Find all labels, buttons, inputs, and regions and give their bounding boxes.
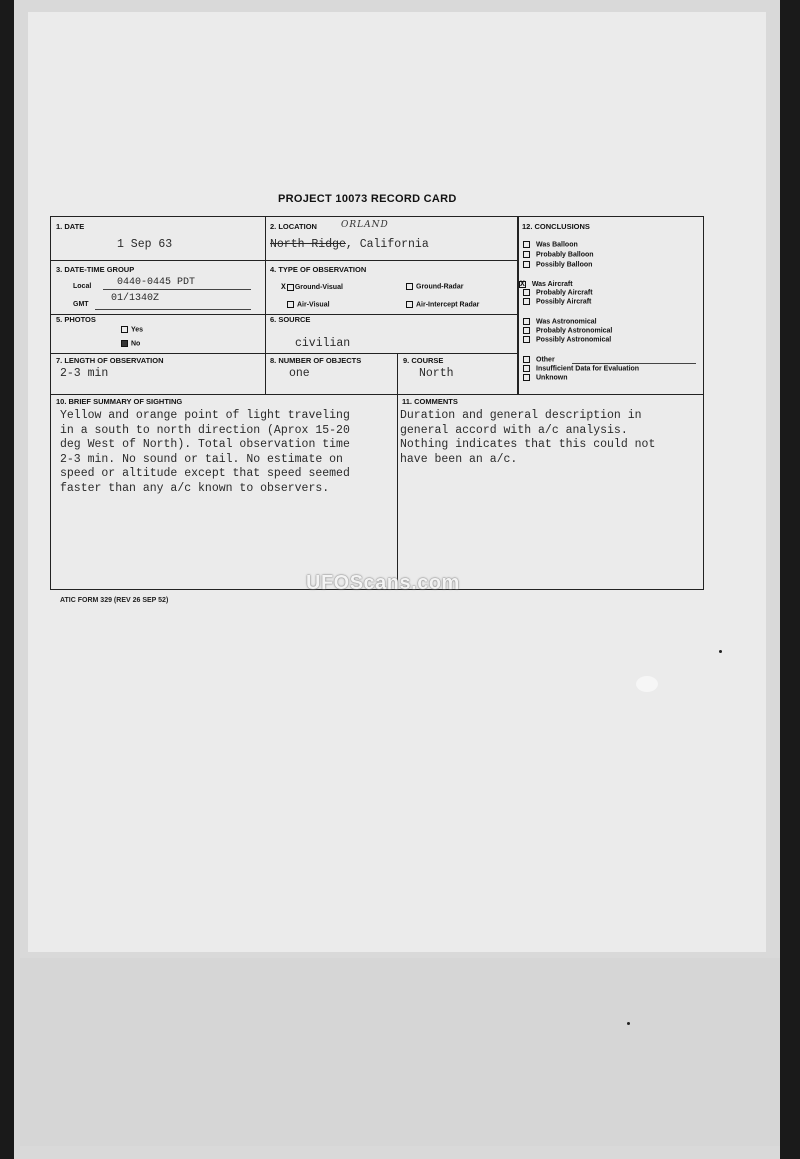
source-value: civilian <box>295 337 351 350</box>
location-struck-text: North Ridge <box>270 238 346 251</box>
divider-row4 <box>51 394 703 395</box>
divider-col1 <box>265 217 266 394</box>
comments-label: 11. COMMENTS <box>402 397 458 406</box>
summary-label: 10. BRIEF SUMMARY OF SIGHTING <box>56 397 183 406</box>
location-value <box>270 238 429 251</box>
date-time-group-label: 3. DATE-TIME GROUP <box>56 265 135 274</box>
conclusions-label: 12. CONCLUSIONS <box>522 222 590 231</box>
summary-line: faster than any a/c known to observers. <box>60 481 330 495</box>
number-of-objects-value: one <box>289 367 310 380</box>
divider-row1 <box>51 260 517 261</box>
divider-conclusions <box>517 217 519 395</box>
conclusion-was-aircraft: X Was Aircraft <box>520 280 573 289</box>
comments-line: Duration and general description in <box>400 409 642 422</box>
divider-col2 <box>397 353 398 589</box>
other-underline <box>572 363 696 364</box>
summary-text <box>60 409 350 497</box>
scan-speck <box>719 650 722 653</box>
source-label: 6. SOURCE <box>270 315 311 324</box>
photos-no-option: No <box>121 340 140 347</box>
local-label: Local <box>73 283 92 290</box>
lower-page-sheet <box>20 958 780 1146</box>
location-state: , California <box>345 238 429 251</box>
air-intercept-radar-option: Air-Intercept Radar <box>406 301 479 308</box>
conclusion-possibly-aircraft: Possibly Aircraft <box>523 298 591 305</box>
summary-line: in a south to north direction (Aprox 15-20 <box>60 423 350 437</box>
photos-yes-option: Yes <box>121 326 143 333</box>
local-underline <box>103 289 251 290</box>
conclusion-possibly-balloon: Possibly Balloon <box>523 261 592 268</box>
comments-text <box>400 409 655 467</box>
summary-line: deg West of North). Total observation time <box>60 438 350 452</box>
date-value: 1 Sep 63 <box>117 238 173 251</box>
scan-blot <box>636 676 658 692</box>
conclusion-probably-aircraft: Probably Aircraft <box>523 289 593 296</box>
photos-label: 5. PHOTOS <box>56 315 96 324</box>
watermark: UFOScans.com <box>306 572 460 594</box>
conclusion-was-balloon: Was Balloon <box>523 241 578 248</box>
gmt-label: GMT <box>73 301 89 308</box>
summary-line: Yellow and orange point of light traveling <box>60 409 350 422</box>
conclusion-unknown: Unknown <box>523 374 568 381</box>
summary-line: 2-3 min. No sound or tail. No estimate on <box>60 452 343 466</box>
air-visual-option: Air-Visual <box>287 301 330 308</box>
location-handwritten: ORLAND <box>341 220 389 230</box>
length-of-observation-value: 2-3 min <box>60 367 109 380</box>
gmt-value: 01/1340Z <box>111 293 160 304</box>
local-value: 0440-0445 PDT <box>117 277 196 288</box>
ground-visual-option: X Ground-Visual <box>281 283 343 292</box>
number-of-objects-label: 8. NUMBER OF OBJECTS <box>270 356 362 365</box>
form-id: ATIC FORM 329 (REV 26 SEP 52) <box>60 597 169 604</box>
divider-row3 <box>51 353 517 354</box>
conclusion-possibly-astronomical: Possibly Astronomical <box>523 336 611 343</box>
comments-line: Nothing indicates that this could not <box>400 438 656 452</box>
comments-line: general accord with a/c analysis. <box>400 423 628 437</box>
conclusion-was-astronomical: Was Astronomical <box>523 318 597 325</box>
summary-line: speed or altitude except that speed seemed <box>60 467 350 481</box>
conclusion-insufficient-data: Insufficient Data for Evaluation <box>523 365 639 372</box>
conclusion-probably-astronomical: Probably Astronomical <box>523 327 612 334</box>
gmt-underline <box>95 309 251 310</box>
date-label: 1. DATE <box>56 222 85 231</box>
course-value: North <box>419 367 454 380</box>
record-card-form <box>50 216 704 590</box>
ground-radar-option: Ground-Radar <box>406 283 463 290</box>
conclusion-probably-balloon: Probably Balloon <box>523 251 594 258</box>
type-of-observation-label: 4. TYPE OF OBSERVATION <box>270 265 367 274</box>
scan-speck <box>627 1022 630 1025</box>
card-title: PROJECT 10073 RECORD CARD <box>278 193 457 205</box>
comments-line: have been an a/c. <box>400 452 518 466</box>
course-label: 9. COURSE <box>403 356 444 365</box>
location-label: 2. LOCATION <box>270 222 317 231</box>
conclusion-other: Other <box>523 356 555 363</box>
length-of-observation-label: 7. LENGTH OF OBSERVATION <box>56 356 164 365</box>
